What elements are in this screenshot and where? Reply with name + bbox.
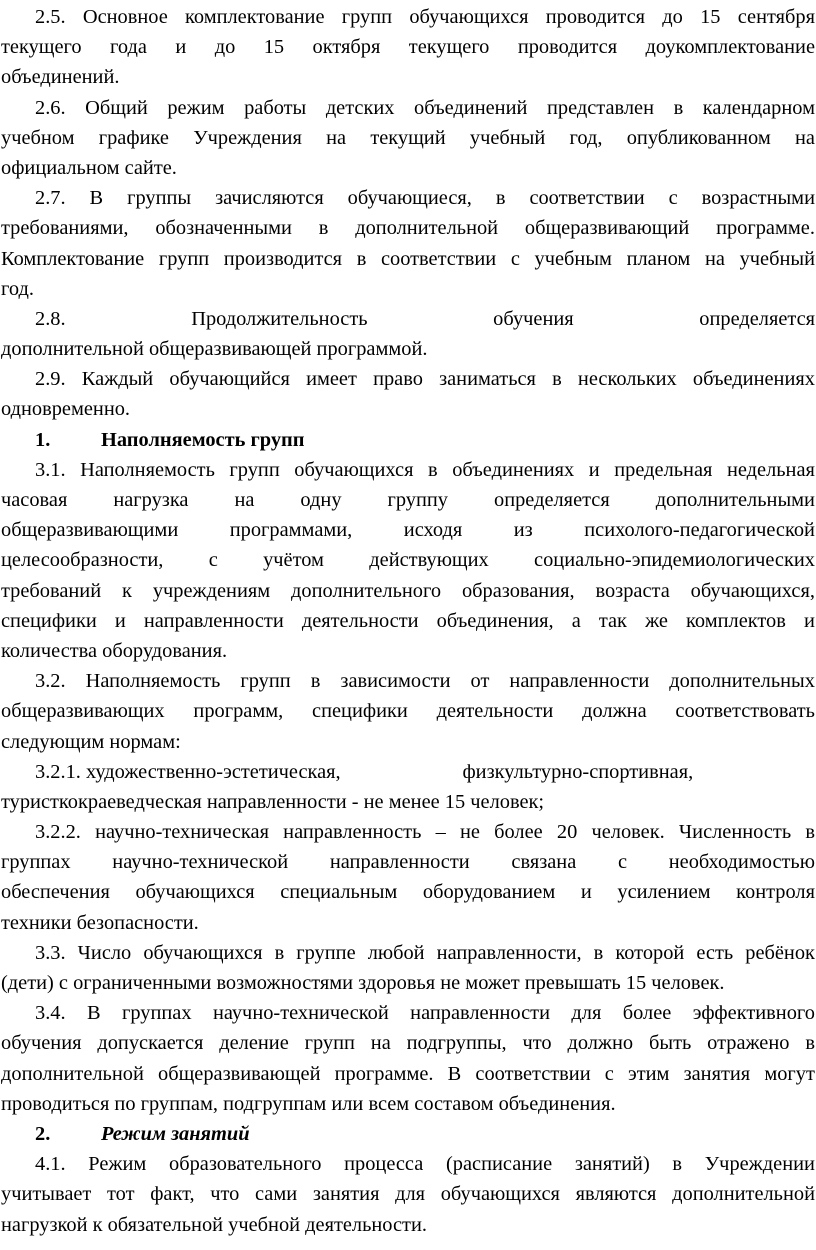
word: нагрузка: [113, 489, 189, 511]
word: учреждениям: [152, 579, 271, 602]
text-line: [1, 666, 815, 696]
word: образования,: [461, 579, 575, 602]
heading-number: 2.: [35, 1122, 51, 1145]
text-line: [1, 304, 815, 334]
word: групп: [304, 1032, 355, 1055]
text-line: [1, 606, 815, 636]
word: Наполняемость: [80, 458, 215, 481]
word: до: [214, 36, 236, 59]
word: учитывает: [1, 1183, 92, 1206]
word: обеспечения: [1, 881, 110, 904]
text-line: [1, 696, 815, 726]
word: группе: [296, 941, 356, 964]
word: для: [395, 1183, 426, 1206]
word: год,: [569, 126, 603, 149]
word: обучающийся: [169, 368, 290, 391]
text-line: [1, 394, 815, 424]
word: что: [210, 1183, 240, 1206]
word: отражено: [707, 1032, 790, 1055]
text-line: [1, 636, 815, 666]
word: имеет: [306, 368, 357, 391]
word: образовательного: [169, 1153, 322, 1176]
word: одну: [300, 489, 342, 511]
word: специальным: [280, 881, 398, 904]
word: часовая: [1, 489, 68, 511]
word: дополнительной: [672, 1183, 815, 1206]
line-text: официальном сайте.: [1, 156, 177, 179]
word: в: [552, 368, 562, 391]
word: усилением: [617, 881, 711, 904]
word: недельная: [726, 458, 815, 481]
text-line: [1, 1089, 815, 1119]
word: 2.9.: [35, 368, 66, 391]
text-line: [1, 213, 815, 243]
word: группах: [121, 1002, 192, 1025]
text-line: [1, 1179, 815, 1209]
paragraph-p3-4: [1, 998, 815, 1119]
text-line: [1, 968, 815, 998]
word: планом: [626, 247, 691, 270]
line-text: проводиться по группам, подгруппам или всем составом объединения.: [1, 1092, 616, 1115]
word: сами: [255, 1183, 298, 1206]
word: от: [470, 670, 490, 693]
word: направленности: [143, 609, 284, 632]
word: Число: [77, 941, 132, 964]
word: обучения: [1, 1032, 82, 1055]
word: режим: [167, 96, 225, 119]
word: обучения: [493, 307, 574, 330]
word: групп: [240, 670, 291, 693]
word: более: [622, 1002, 672, 1025]
word: 3.2.2.: [35, 821, 81, 844]
word: в: [672, 1153, 683, 1176]
word: в: [805, 1032, 815, 1055]
word: Наполняемость: [85, 670, 221, 693]
word: комплектование: [185, 6, 325, 28]
word: человек.: [591, 821, 665, 844]
word: дополнительной: [355, 217, 499, 240]
word: обучающихся,: [690, 579, 815, 602]
word: являются: [575, 1183, 657, 1206]
word: допускается: [97, 1032, 204, 1055]
paragraph-p2-7: [1, 183, 815, 304]
word: в: [495, 187, 506, 210]
word: 2.8.: [35, 307, 66, 330]
word: процесса: [344, 1153, 424, 1176]
word: обучающихся: [440, 1183, 560, 1206]
word: В: [89, 187, 104, 210]
word: 3.2.1. художественно-эстетическая,: [35, 760, 341, 783]
word: и: [580, 881, 592, 904]
word: 3.4.: [35, 1002, 66, 1025]
word: дополнительного: [291, 579, 442, 602]
word: направленности: [509, 670, 650, 693]
word: психолого-педагогической: [584, 519, 815, 542]
word: 3.1.: [35, 458, 66, 481]
paragraph-p2-5: [1, 2, 815, 93]
word: Учреждения: [193, 126, 302, 149]
word: с: [604, 1062, 614, 1085]
word: с: [617, 851, 628, 874]
word: требований: [1, 579, 102, 602]
text-line: [1, 938, 815, 968]
word: и: [114, 609, 126, 632]
word: обучающихся: [135, 881, 255, 904]
text-line: [1, 93, 815, 123]
section-heading-schedule: [1, 1119, 815, 1149]
paragraph-p4-1: [1, 1149, 815, 1240]
word: Продолжительность: [191, 307, 368, 330]
word: Численность: [678, 821, 792, 844]
paragraph-p3-2-1: [1, 757, 815, 817]
word: к: [122, 579, 132, 602]
word: с: [668, 187, 678, 210]
word: научно-технической: [212, 1002, 389, 1025]
word: связана: [511, 851, 577, 874]
word: 2.7.: [35, 187, 66, 210]
word: же: [645, 609, 668, 632]
word: с: [510, 247, 520, 270]
word: общеразвивающими: [1, 519, 179, 542]
word: что: [522, 1032, 552, 1055]
word: обучающихся: [143, 941, 263, 964]
word: учебном: [1, 126, 75, 149]
text-line: [1, 1059, 815, 1089]
word: объединениях: [692, 368, 815, 391]
word: 4.1.: [35, 1153, 66, 1176]
word: зависимости: [340, 670, 451, 693]
word: работы: [244, 96, 307, 119]
word: специфики: [1, 609, 97, 632]
word: в: [274, 941, 285, 964]
text-line: [1, 364, 815, 394]
word: научно-технической: [112, 851, 289, 874]
word: объединениях: [452, 458, 575, 481]
word: учебный: [469, 126, 546, 149]
word: учётом: [263, 549, 324, 572]
word: право: [373, 368, 423, 391]
line-text: одновременно.: [1, 398, 131, 421]
word: группах: [1, 851, 71, 874]
text-line: [1, 545, 815, 575]
line-text: объединений.: [1, 66, 120, 89]
word: текущего: [408, 36, 490, 59]
word: октября: [312, 36, 381, 59]
word: на: [794, 126, 815, 149]
word: социально-эпидемиологических: [534, 549, 815, 572]
word: необходимостью: [668, 851, 815, 874]
word: более: [494, 821, 543, 844]
paragraph-p3-2: [1, 666, 815, 757]
word: на: [704, 247, 725, 270]
word: а: [571, 609, 581, 632]
word: в: [356, 247, 367, 270]
word: нескольких: [577, 368, 677, 391]
text-line: [1, 274, 815, 304]
word: целесообразности,: [1, 549, 164, 572]
word: обучающихся: [409, 6, 529, 28]
line-text: (дети) с ограниченными возможностями здоровья не может превышать 15 человек.: [1, 972, 725, 994]
word: учебным: [534, 247, 612, 270]
text-line: [1, 908, 815, 938]
word: групп: [158, 247, 210, 270]
word: объединения,: [436, 609, 554, 632]
word: должно: [567, 1032, 634, 1055]
text-line: [1, 2, 815, 32]
word: направленности: [410, 1002, 551, 1025]
text-line: [1, 485, 815, 515]
word: оборудованием: [422, 881, 556, 904]
word: в: [318, 217, 329, 240]
word: детских: [325, 96, 395, 119]
word: программе.: [334, 1062, 434, 1085]
word: подгруппы,: [406, 1032, 507, 1055]
word: в: [310, 670, 321, 693]
paragraph-p2-9: [1, 364, 815, 424]
word: группу: [387, 489, 449, 511]
word: года: [110, 36, 147, 59]
word: текущий: [370, 126, 446, 149]
word: на: [234, 489, 255, 511]
word: физкультурно-спортивная,: [462, 760, 694, 783]
word: 20: [556, 821, 578, 844]
line-text: туристкокраеведческая направленности - не менее 15 человек;: [1, 790, 545, 813]
word: так: [598, 609, 627, 632]
text-line: [1, 1210, 815, 1240]
word: зачисляются: [215, 187, 324, 210]
text-line: [1, 787, 815, 817]
heading-text: Режим занятий: [101, 1122, 250, 1145]
word: до: [662, 6, 683, 28]
text-line: [1, 817, 815, 847]
word: 3.3.: [35, 941, 66, 964]
text-line: [1, 153, 815, 183]
word: сентября: [737, 6, 815, 28]
word: и: [803, 609, 815, 632]
word: 2.5.: [35, 6, 66, 28]
line-text: следующим нормам:: [1, 730, 181, 753]
word: возраста: [595, 579, 670, 602]
word: дополнительных: [669, 670, 815, 693]
word: учебный: [739, 247, 815, 270]
text-line: [1, 123, 815, 153]
word: требованиями,: [1, 217, 129, 240]
word: направленность: [283, 821, 422, 844]
word: дополнительной: [1, 1062, 144, 1085]
word: Общий: [85, 96, 148, 119]
word: соответствии: [475, 1062, 591, 1085]
word: программами,: [229, 519, 353, 542]
text-line: [1, 515, 815, 545]
word: Основное: [82, 6, 168, 28]
text-line: [1, 877, 815, 907]
word: для: [571, 1002, 602, 1025]
word: действующих: [369, 549, 489, 572]
word: Учреждении: [704, 1153, 815, 1176]
word: общеразвивающий: [524, 217, 690, 240]
word: группы: [127, 187, 192, 210]
text-line: [1, 183, 815, 213]
text-line: [1, 455, 815, 485]
text-line: [1, 244, 815, 274]
word: и: [175, 36, 187, 59]
word: определяется: [494, 489, 610, 511]
text-line: [1, 1028, 815, 1058]
word: В: [86, 1002, 101, 1025]
word: деятельности: [301, 609, 419, 632]
word: 15: [263, 36, 285, 59]
word: Режим: [88, 1153, 147, 1176]
line-text: техники безопасности.: [1, 911, 199, 934]
word: текущего: [1, 36, 82, 59]
word: 15: [700, 6, 721, 28]
word: объединений: [414, 96, 528, 119]
word: есть: [696, 941, 734, 964]
text-line: [1, 847, 815, 877]
word: производится: [223, 247, 343, 270]
word: обучающиеся,: [347, 187, 472, 210]
word: групп: [341, 6, 393, 28]
word: должна: [582, 700, 647, 723]
word: которой: [615, 941, 685, 964]
word: Каждый: [81, 368, 154, 391]
word: опубликованном: [626, 126, 771, 149]
word: занятий): [574, 1153, 650, 1176]
text-line: [1, 998, 815, 1028]
line-text: год.: [1, 277, 34, 300]
word: В: [447, 1062, 462, 1085]
word: направленности,: [436, 941, 582, 964]
word: и: [588, 458, 600, 481]
text-line: [1, 62, 815, 92]
word: контроля: [736, 881, 815, 904]
line-text: нагрузкой к обязательной учебной деятельности.: [1, 1213, 427, 1236]
word: любой: [367, 941, 425, 964]
word: комплектов: [686, 609, 786, 632]
word: занятия: [312, 1183, 380, 1206]
word: с: [208, 549, 218, 572]
word: общеразвивающей: [158, 1062, 321, 1085]
word: тот: [107, 1183, 135, 1206]
word: соответствии: [380, 247, 497, 270]
word: из: [513, 519, 533, 542]
word: заниматься: [439, 368, 536, 391]
word: научно-техническая: [95, 821, 269, 844]
word: исходя: [403, 519, 463, 542]
word: деятельности: [436, 700, 554, 723]
word: (расписание: [445, 1153, 553, 1176]
word: деление: [219, 1032, 289, 1055]
word: могут: [764, 1062, 815, 1085]
word: графике: [98, 126, 169, 149]
word: занятия: [683, 1062, 751, 1085]
word: программ,: [193, 700, 284, 723]
word: предельная: [614, 458, 713, 481]
word: обозначенными: [155, 217, 292, 240]
word: соответствии: [529, 187, 645, 210]
word: групп: [229, 458, 280, 481]
heading-number: 1.: [35, 428, 51, 451]
paragraph-p3-2-2: [1, 817, 815, 938]
word: быть: [649, 1032, 692, 1055]
word: в: [805, 821, 815, 844]
word: определяется: [699, 307, 815, 330]
word: направленности: [329, 851, 470, 874]
word: проводится: [517, 36, 618, 59]
word: ребёнок: [745, 941, 815, 964]
word: эффективного: [692, 1002, 815, 1025]
word: этим: [627, 1062, 670, 1085]
word: факт,: [150, 1183, 195, 1206]
word: проводится: [545, 6, 646, 28]
word: не: [459, 821, 480, 844]
word: соответствовать: [675, 700, 815, 723]
text-line: [1, 757, 815, 787]
text-line: [1, 576, 815, 606]
word: представлен: [546, 96, 654, 119]
text-line: [1, 727, 815, 757]
section-heading-fill: [1, 425, 815, 455]
word: обучающихся: [294, 458, 414, 481]
word: доукомплектование: [645, 36, 815, 59]
line-text: количества оборудования.: [1, 639, 228, 662]
word: в: [428, 458, 438, 481]
text-line: [1, 1149, 815, 1179]
paragraph-p3-1: [1, 455, 815, 666]
text-line: [1, 32, 815, 62]
word: общеразвивающих: [1, 700, 165, 723]
paragraph-p3-3: [1, 938, 815, 998]
word: –: [435, 821, 446, 844]
word: специфики: [312, 700, 408, 723]
paragraph-p2-8: [1, 304, 815, 364]
word: Комплектование: [1, 247, 145, 270]
word: в: [593, 941, 604, 964]
text-line: [1, 334, 815, 364]
word: дополнительными: [655, 489, 815, 511]
word: на: [370, 1032, 391, 1055]
paragraph-p2-6: [1, 93, 815, 184]
word: 3.2.: [35, 670, 66, 693]
word: в: [673, 96, 684, 119]
word: возрастными: [701, 187, 815, 210]
word: программе.: [716, 217, 815, 240]
heading-text: Наполняемость групп: [101, 428, 305, 451]
word: календарном: [702, 96, 815, 119]
line-text: дополнительной общеразвивающей программой.: [1, 338, 428, 361]
word: 2.6.: [35, 96, 66, 119]
word: на: [326, 126, 347, 149]
